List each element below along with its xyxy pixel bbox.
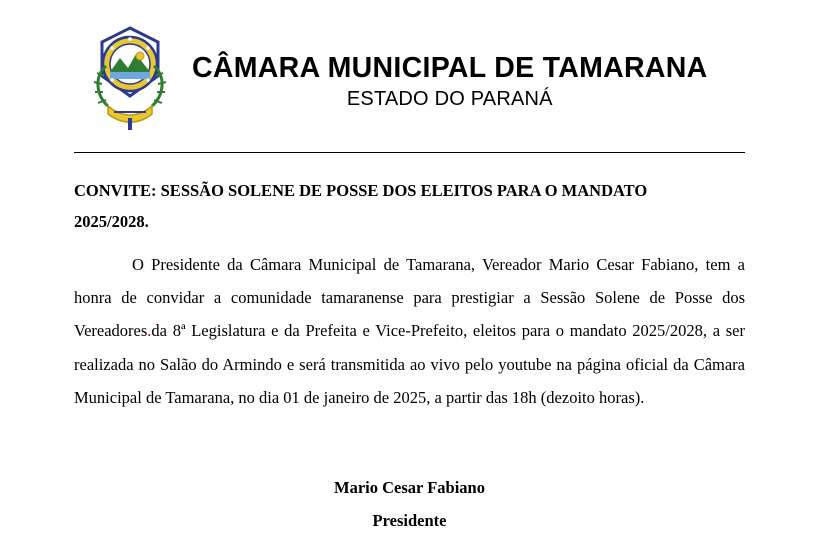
- signature-name: Mario Cesar Fabiano: [334, 478, 485, 498]
- document-body: [0, 153, 819, 537]
- paragraph-text-part-1: O Presidente da Câmara Municipal de Tamarana, Vereador Mario Cesar Fabiano, tem a honra de convidar a comunidade tamaranense para prestigiar a Sessão Solene de Posse dos Vereadores: [74, 254, 745, 341]
- header-text-block: [192, 45, 708, 111]
- invitation-paragraph: [74, 248, 745, 415]
- municipal-coat-of-arms-icon: [82, 22, 178, 134]
- organization-name: CÂMARA MUNICIPAL DE TAMARANA: [192, 52, 708, 85]
- paragraph-red-marker: .: [147, 321, 152, 341]
- signature-role: Presidente: [372, 510, 447, 530]
- organization-state: ESTADO DO PARANÁ: [346, 87, 553, 110]
- paragraph-text-part-2: da 8ª Legislatura e da Prefeita e Vice-Prefeito, eleitos para o mandato 2025/2028, a ser realizada no Salão do Armindo e será transmitida ao vivo pelo youtube na página oficial da Câmara Municipal de Tamarana, no dia 01 de janeiro de 2025, a partir das 18h (dezoito horas).: [74, 321, 745, 407]
- signature-block: [74, 472, 745, 536]
- page-title-line-1: CONVITE: SESSÃO SOLENE DE POSSE DOS ELEITOS PARA O MANDATO: [74, 181, 648, 200]
- page-title-line-2: 2025/2028.: [74, 212, 149, 232]
- page-title: [74, 175, 745, 238]
- document-header: [0, 0, 819, 134]
